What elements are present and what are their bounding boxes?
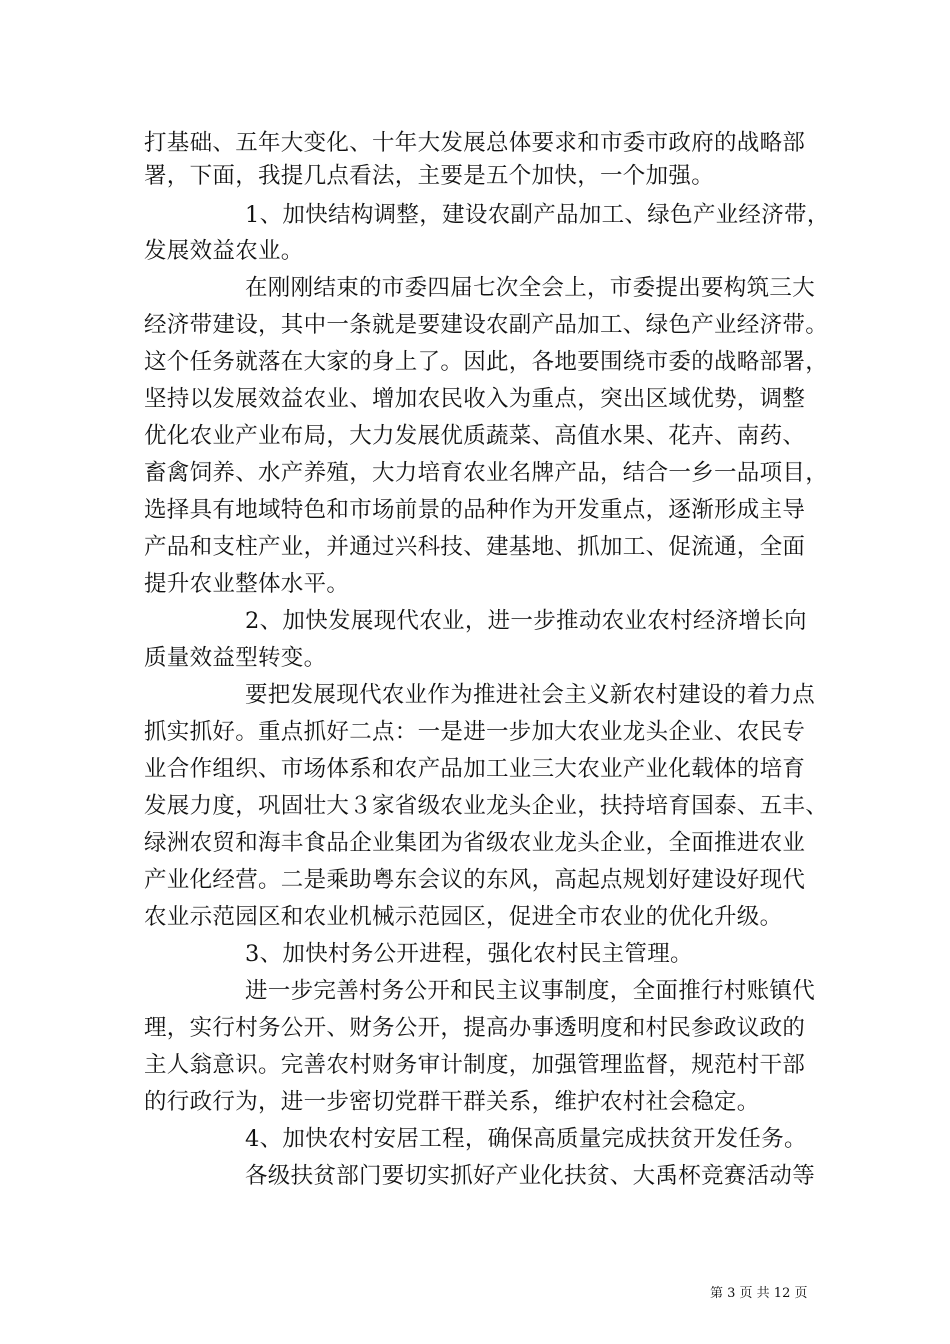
section-heading: 质量效益型转变。 <box>144 645 327 671</box>
text-line: 畜禽饲养、水产养殖，大力培育农业名牌产品，结合一乡一品项目， <box>144 460 829 486</box>
text-line: 产品和支柱产业，并通过兴科技、建基地、抓加工、促流通，全面 <box>144 534 806 560</box>
text-line: 理，实行村务公开、财务公开，提高办事透明度和村民参政议政的 <box>144 1015 806 1041</box>
text-line: 这个任务就落在大家的身上了。因此，各地要围绕市委的战略部署， <box>144 349 829 375</box>
paragraph-first-line: 在刚刚结束的市委四届七次全会上，市委提出要构筑三大 <box>245 275 816 301</box>
text-line: 农业示范园区和农业机械示范园区，促进全市农业的优化升级。 <box>144 904 783 930</box>
section-heading: 2、加快发展现代农业，进一步推动农业农村经济增长向 <box>245 608 807 634</box>
text-line: 的行政行为，进一步密切党群干群关系，维护农村社会稳定。 <box>144 1089 760 1115</box>
text-line: 抓实抓好。重点抓好二点：一是进一步加大农业龙头企业、农民专 <box>144 719 806 745</box>
section-heading: 1、加快结构调整，建设农副产品加工、绿色产业经济带， <box>245 202 830 228</box>
section-heading: 发展效益农业。 <box>144 238 304 264</box>
text-line: 主人翁意识。完善农村财务审计制度，加强管理监督，规范村干部 <box>144 1052 806 1078</box>
section-heading: 4、加快农村安居工程，确保高质量完成扶贫开发任务。 <box>245 1126 807 1152</box>
text-line: 坚持以发展效益农业、增加农民收入为重点，突出区域优势，调整 <box>144 386 806 412</box>
paragraph-first-line: 各级扶贫部门要切实抓好产业化扶贫、大禹杯竞赛活动等 <box>245 1163 816 1189</box>
section-heading: 3、加快村务公开进程，强化农村民主管理。 <box>245 941 693 967</box>
paragraph-first-line: 进一步完善村务公开和民主议事制度，全面推行村账镇代 <box>245 978 816 1004</box>
text-line: 绿洲农贸和海丰食品企业集团为省级农业龙头企业，全面推进农业 <box>144 830 806 856</box>
text-line: 打基础、五年大变化、十年大发展总体要求和市委市政府的战略部 <box>144 130 806 156</box>
text-line: 发展力度，巩固壮大３家省级农业龙头企业，扶持培育国泰、五丰、 <box>144 793 829 819</box>
text-line: 提升农业整体水平。 <box>144 571 350 597</box>
text-line: 经济带建设，其中一条就是要建设农副产品加工、绿色产业经济带。 <box>144 312 829 338</box>
text-line: 选择具有地域特色和市场前景的品种作为开发重点，逐渐形成主导 <box>144 497 806 523</box>
text-line: 优化农业产业布局，大力发展优质蔬菜、高值水果、花卉、南药、 <box>144 423 806 449</box>
text-line: 产业化经营。二是乘助粤东会议的东风，高起点规划好建设好现代 <box>144 867 806 893</box>
paragraph-first-line: 要把发展现代农业作为推进社会主义新农村建设的着力点 <box>245 682 816 708</box>
text-line: 业合作组织、市场体系和农产品加工业三大农业产业化载体的培育 <box>144 756 806 782</box>
page-number-footer: 第 3 页 共 12 页 <box>710 1286 808 1301</box>
text-line: 署，下面，我提几点看法，主要是五个加快，一个加强。 <box>144 163 715 189</box>
